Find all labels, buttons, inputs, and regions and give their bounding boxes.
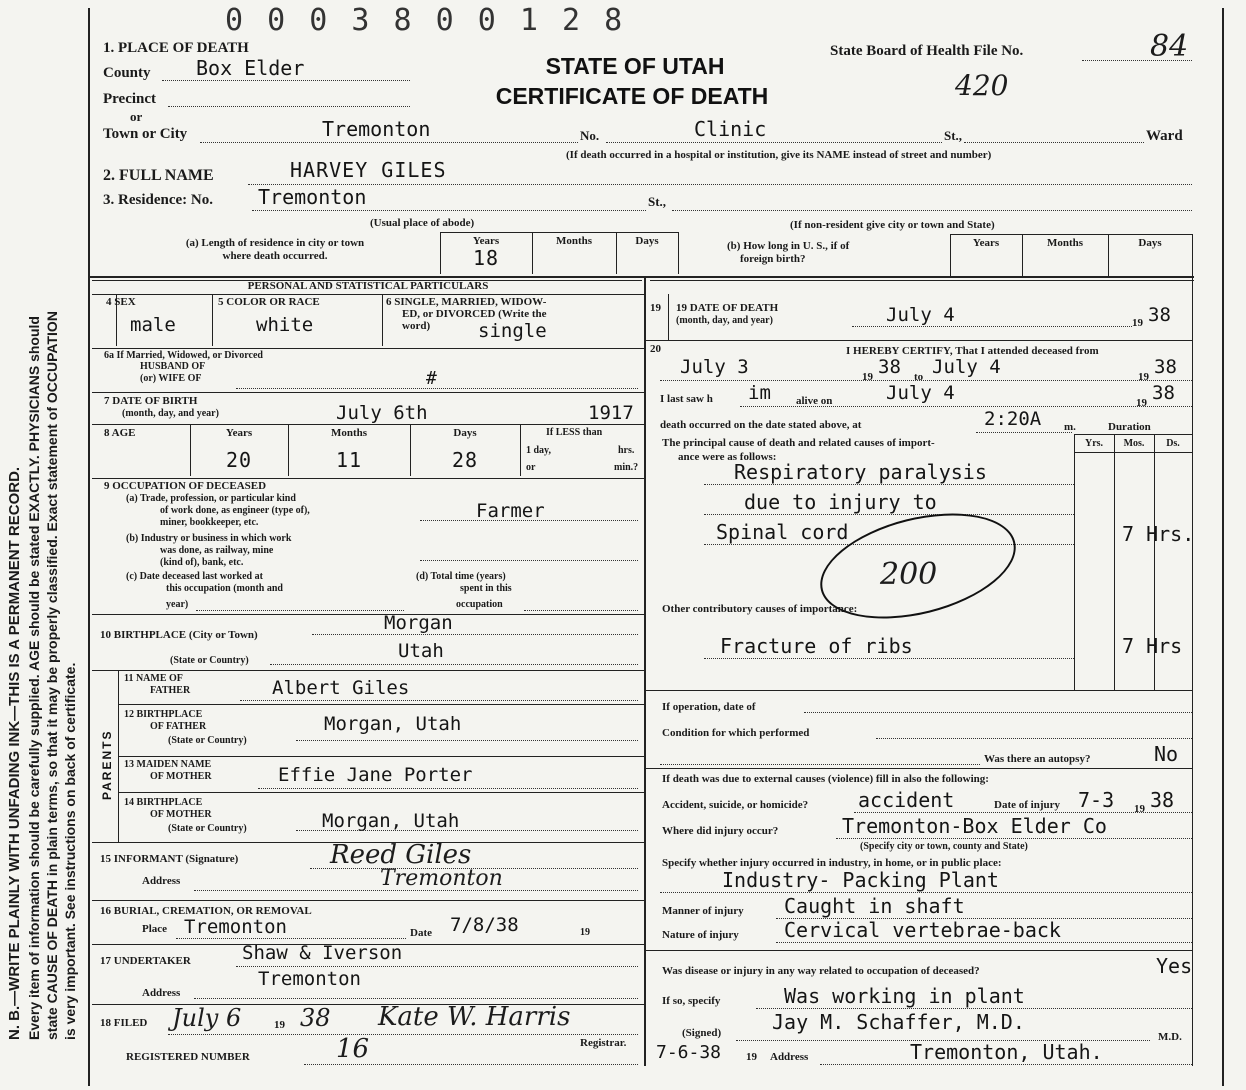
- yrs-label: Yrs.: [1084, 438, 1104, 449]
- age-months-value: 11: [335, 448, 363, 472]
- certify-num: 20: [650, 343, 661, 355]
- autopsy-value: No: [1154, 742, 1179, 766]
- registered-line: [304, 1064, 638, 1065]
- cause-duration: 7 Hrs.: [1122, 522, 1195, 546]
- row-8-top: [92, 424, 644, 425]
- us-label-a: (b) How long in U. S., if of: [727, 240, 850, 252]
- injury-year: 38: [1150, 788, 1175, 812]
- father-birthplace: Morgan, Utah: [324, 713, 462, 735]
- marital-label-b: ED, or DIVORCED (Write the: [402, 308, 547, 320]
- undertaker-address-label: Address: [142, 987, 181, 999]
- age-col-4: [520, 424, 521, 476]
- date-label: Date: [410, 927, 432, 939]
- manner-value: Caught in shaft: [784, 894, 965, 918]
- alive-year-prefix: 19: [1136, 397, 1147, 409]
- parents-vertical-label: PARENTS: [100, 729, 114, 800]
- spouse-label-a: 6a If Married, Widowed, or Divorced: [104, 350, 263, 361]
- alive-label: alive on: [796, 395, 833, 407]
- to-label: to: [914, 371, 924, 383]
- death-time: 2:20A: [984, 408, 1042, 430]
- age-label: 8 AGE: [104, 427, 136, 439]
- signed-value: Jay M. Schaffer, M.D.: [772, 1010, 1025, 1034]
- father-bp-label-c: (State or Country): [168, 735, 247, 746]
- birthplace-label: 10 BIRTHPLACE (City or Town): [100, 629, 258, 641]
- burial-place-line: [176, 938, 406, 939]
- us-years-label: Years: [972, 237, 1000, 249]
- county-value: Box Elder: [196, 56, 305, 80]
- town-line: [200, 142, 578, 143]
- duration-rule: [1074, 434, 1192, 435]
- occ-d-3: occupation: [456, 599, 503, 610]
- res-table-top: [440, 232, 678, 233]
- cause-1: Respiratory paralysis: [734, 460, 987, 484]
- operation-line: [804, 712, 1192, 713]
- spouse-value: #: [426, 368, 437, 389]
- where-note: (Specify city or town, county and State): [860, 841, 1028, 852]
- dod-label-b: (month, day, and year): [676, 315, 773, 326]
- father-value: Albert Giles: [272, 677, 410, 699]
- contrib-duration: 7 Hrs: [1122, 634, 1183, 658]
- us-col-4: [1192, 234, 1193, 276]
- dod-line: [852, 326, 1132, 327]
- circled-code: 200: [880, 557, 938, 592]
- to-year-prefix: 19: [1138, 371, 1149, 383]
- occ-d-2: spent in this: [460, 583, 512, 594]
- occ-a-2: of work done, as engineer (type of),: [160, 505, 310, 516]
- attended-from-year: 38: [878, 356, 901, 378]
- row-9-top: [92, 478, 644, 479]
- dod-label-a: 19 DATE OF DEATH: [676, 302, 779, 314]
- attended-from: July 3: [680, 356, 749, 378]
- us-days-label: Days: [1138, 237, 1162, 249]
- personal-heading: PERSONAL AND STATISTICAL PARTICULARS: [247, 280, 489, 292]
- father-label-b: FATHER: [150, 685, 191, 696]
- us-months-label: Months: [1046, 237, 1084, 249]
- or-label: or: [130, 109, 143, 124]
- last-saw-year: 38: [1152, 382, 1175, 404]
- registered-number: 16: [336, 1034, 370, 1064]
- st-line: [964, 142, 1144, 143]
- address-line: [820, 1064, 1192, 1065]
- undertaker-label: 17 UNDERTAKER: [100, 955, 191, 967]
- undertaker-address-line: [194, 998, 638, 999]
- time-line: [976, 432, 1072, 433]
- registrar-signature: Kate W. Harris: [378, 1002, 571, 1032]
- nonresident-note: (If non-resident give city or town and State): [790, 219, 995, 231]
- no-value: Clinic: [694, 117, 767, 141]
- cause-label-a: The principal cause of death and related causes of import-: [662, 437, 935, 449]
- filed-date: July 6: [172, 1004, 242, 1032]
- ifso-label: If so, specify: [662, 995, 721, 1007]
- ds-label: Ds.: [1166, 438, 1180, 449]
- cause-2: due to injury to: [744, 490, 937, 514]
- related-value: Yes: [1156, 954, 1193, 978]
- ifso-line: [756, 1008, 1192, 1009]
- hospital-note: (If death occurred in a hospital or institution, give its NAME instead of street and number): [566, 149, 992, 161]
- burial-date: 7/8/38: [450, 914, 519, 936]
- row-10-top: [92, 614, 644, 615]
- mother-bp-label-a: 14 BIRTHPLACE: [124, 797, 203, 808]
- total-time-line: [524, 610, 638, 611]
- mother-value: Effie Jane Porter: [278, 764, 473, 786]
- occupation-value: Farmer: [476, 500, 545, 522]
- occupation-label: 9 OCCUPATION OF DECEASED: [104, 480, 267, 492]
- less-label-e: min.?: [614, 462, 639, 473]
- precinct-line: [168, 106, 410, 107]
- ifso-value: Was working in plant: [784, 984, 1025, 1008]
- registered-label: REGISTERED NUMBER: [126, 1051, 250, 1063]
- marital-value: single: [478, 320, 547, 342]
- county-line: [162, 80, 410, 81]
- birthplace-line: [312, 634, 638, 635]
- attended-line: [660, 380, 1192, 381]
- burial-top: [92, 900, 644, 901]
- full-name-label: 2. FULL NAME: [103, 167, 214, 184]
- row-6a-top: [92, 348, 644, 349]
- undertaker-line: [236, 966, 638, 967]
- death-occurred-label: death occurred on the date stated above, at: [660, 419, 862, 431]
- no-line: [606, 142, 942, 143]
- state-title: STATE OF UTAH: [545, 53, 725, 79]
- res-months-label: Months: [555, 235, 593, 247]
- occ-b-2: was done, as railway, mine: [160, 545, 274, 556]
- md-label: M.D.: [1158, 1031, 1182, 1043]
- from-year-prefix: 19: [862, 371, 873, 383]
- attended-to-year: 38: [1154, 356, 1177, 378]
- filed-line: [168, 1034, 638, 1035]
- birthplace-city: Morgan: [384, 612, 453, 634]
- signed-label: (Signed): [682, 1027, 722, 1039]
- res-days-label: Days: [635, 235, 659, 247]
- marital-label-c: word): [402, 320, 431, 332]
- age-months-label: Months: [330, 427, 368, 439]
- burial-year-suffix: 19: [580, 927, 590, 938]
- instructions-line-1: Every item of information should be carefully supplied. AGE should be stated EXACTLY. PHYSICIANS should: [26, 316, 42, 1040]
- medical-top: [650, 280, 1194, 281]
- residence-label: 3. Residence: No.: [103, 192, 213, 208]
- date-injury-label: Date of injury: [994, 799, 1060, 811]
- mother-bp-label-b: OF MOTHER: [150, 809, 212, 820]
- instructions-line-3: is very important. See instructions on back of certificate.: [62, 662, 78, 1040]
- last-saw-line: [740, 406, 1192, 407]
- address-value: Tremonton, Utah.: [910, 1040, 1103, 1064]
- manner-label: Manner of injury: [662, 905, 744, 917]
- st-label: St.,: [944, 128, 963, 143]
- nature-label: Nature of injury: [662, 929, 739, 941]
- signed-date: 7-6-38: [656, 1042, 722, 1063]
- informant-address-line: [194, 890, 638, 891]
- spouse-label-c: (or) WIFE OF: [140, 373, 202, 384]
- cause-3: Spinal cord: [716, 520, 849, 544]
- race-label: 5 COLOR OR RACE: [218, 296, 320, 308]
- specify-label: Specify whether injury occurred in industry, in home, or in public place:: [662, 857, 1002, 869]
- spouse-label-b: HUSBAND OF: [140, 361, 206, 372]
- contrib-line: [704, 658, 1074, 659]
- age-years-value: 20: [225, 448, 253, 472]
- autopsy-line: [660, 764, 980, 765]
- permanent-record-note: N. B.—WRITE PLAINLY WITH UNFADING INK—THIS IS A PERMANENT RECORD.: [6, 466, 23, 1040]
- accident-line: [854, 812, 1192, 813]
- residence-st-label: St.,: [648, 194, 667, 209]
- registrar-label: Registrar.: [580, 1037, 627, 1049]
- contrib-value: Fracture of ribs: [720, 634, 913, 658]
- contrib-label: Other contributory causes of importance:: [662, 603, 858, 615]
- cause-label-b: ance were as follows:: [678, 451, 777, 463]
- no-label: No.: [580, 128, 600, 143]
- mother-label-b: OF MOTHER: [150, 771, 212, 782]
- race-value: white: [256, 314, 314, 336]
- mother-line: [258, 788, 638, 789]
- place-of-death-label: 1. PLACE OF DEATH: [103, 40, 249, 56]
- residence-line: [252, 210, 646, 211]
- occupation-line: [420, 520, 638, 521]
- father-line: [240, 700, 638, 701]
- town-value: Tremonton: [322, 117, 431, 141]
- mos-label: Mos.: [1123, 438, 1145, 449]
- bp-state-label: (State or Country): [170, 655, 249, 666]
- informant-address-label: Address: [142, 875, 181, 887]
- main-top-rule: [88, 276, 1194, 278]
- birthplace-state: Utah: [398, 640, 444, 662]
- us-table-top: [950, 234, 1192, 235]
- length-residence-label-b: where death occurred.: [222, 250, 328, 262]
- cause-1-line: [704, 484, 1074, 485]
- external-top: [646, 768, 1192, 769]
- medical-right: [1192, 276, 1193, 1066]
- sex-label: 4 SEX: [106, 296, 136, 308]
- less-label-c: hrs.: [618, 445, 635, 456]
- res-years-value: 18: [472, 246, 500, 270]
- operation-top: [646, 690, 1192, 691]
- res-col-4: [678, 232, 679, 274]
- occ-b-3: (kind of), bank, etc.: [160, 557, 244, 568]
- mother-bp-label-c: (State or Country): [168, 823, 247, 834]
- heading-rule: [92, 294, 644, 295]
- where-label: Where did injury occur?: [662, 825, 779, 837]
- filed-year: 38: [300, 1004, 331, 1032]
- sex-value: male: [130, 314, 176, 336]
- cause-2-line: [704, 514, 1074, 515]
- dur-col-1: [1074, 434, 1075, 690]
- last-worked-line: [196, 610, 404, 611]
- autopsy-label: Was there an autopsy?: [984, 753, 1091, 765]
- informant-address: Tremonton: [380, 866, 503, 891]
- date-injury-value: 7-3: [1078, 788, 1115, 812]
- operation-label: If operation, date of: [662, 701, 756, 713]
- where-value: Tremonton-Box Elder Co: [842, 814, 1107, 838]
- specify-value: Industry- Packing Plant: [722, 868, 999, 892]
- dob-year-value: 1917: [588, 402, 634, 424]
- marital-label-a: 6 SINGLE, MARRIED, WIDOW-: [386, 296, 547, 308]
- duration-label: Duration: [1108, 421, 1151, 433]
- spouse-line: [236, 388, 638, 389]
- dod-value: July 4: [886, 304, 955, 326]
- related-top: [646, 950, 1192, 951]
- parents-top: [92, 670, 644, 671]
- instructions-line-2: state CAUSE OF DEATH in plain terms, so that it may be properly classified. Exact statement of OCCUPATION: [44, 311, 60, 1040]
- m-label: m.: [1064, 421, 1076, 433]
- last-saw-date: July 4: [886, 382, 955, 404]
- file-no-label: State Board of Health File No.: [830, 43, 1024, 59]
- signed-year-suffix: 19: [746, 1051, 757, 1063]
- occ-d-1: (d) Total time (years): [416, 571, 506, 582]
- mother-bp-top: [118, 792, 644, 793]
- nature-line: [776, 942, 1192, 943]
- residence-st-line: [672, 210, 1192, 211]
- right-border: [1222, 8, 1224, 1086]
- precinct-label: Precinct: [103, 91, 157, 107]
- age-days-label: Days: [453, 427, 477, 439]
- certify-text: I HEREBY CERTIFY, That I attended deceased from: [846, 345, 1099, 357]
- dob-value: July 6th: [336, 402, 428, 424]
- condition-line: [876, 738, 1192, 739]
- occ-c-2: this occupation (month and: [166, 583, 283, 594]
- row-7-top: [92, 392, 644, 393]
- where-line: [836, 838, 1192, 839]
- dod-year-prefix: 19: [1132, 317, 1143, 329]
- dod-year: 38: [1148, 304, 1171, 326]
- burial-label: 16 BURIAL, CREMATION, OR REMOVAL: [100, 905, 312, 917]
- us-label-b: foreign birth?: [740, 253, 806, 265]
- occ-a-1: (a) Trade, profession, or particular kind: [126, 493, 296, 504]
- residence-value: Tremonton: [258, 185, 367, 209]
- mother-label-a: 13 MAIDEN NAME: [124, 759, 212, 770]
- filed-year-prefix: 19: [274, 1019, 285, 1031]
- attended-to: July 4: [932, 356, 1001, 378]
- serial-number: 0 0 0 3 8 0 0 1 2 8: [225, 3, 626, 38]
- father-bp-line: [296, 740, 638, 741]
- bp-state-line: [270, 664, 638, 665]
- condition-label: Condition for which performed: [662, 727, 810, 739]
- dur-header-rule: [1074, 452, 1192, 453]
- full-name-line: [248, 184, 1192, 185]
- race-col: [212, 294, 213, 346]
- place-label: Place: [142, 923, 168, 935]
- accident-label: Accident, suicide, or homicide?: [662, 799, 809, 811]
- column-divider: [644, 276, 646, 1066]
- mother-bp-line: [296, 830, 638, 831]
- file-no-extra: 420: [955, 69, 1009, 102]
- nature-value: Cervical vertebrae-back: [784, 918, 1061, 942]
- address-label: Address: [770, 1051, 809, 1063]
- injury-year-prefix: 19: [1134, 803, 1145, 815]
- informant-signature: Reed Giles: [330, 840, 472, 870]
- dob-label-a: 7 DATE OF BIRTH: [104, 395, 198, 407]
- related-label: Was disease or injury in any way related to occupation of deceased?: [662, 965, 980, 977]
- father-label-a: 11 NAME OF: [124, 673, 183, 684]
- age-days-value: 28: [451, 448, 479, 472]
- full-name-value: HARVEY GILES: [290, 158, 447, 182]
- length-residence-label-a: (a) Length of residence in city or town: [185, 237, 365, 249]
- filed-label: 18 FILED: [100, 1017, 148, 1029]
- last-saw-label: I last saw h: [660, 393, 713, 405]
- dob-label-b: (month, day, and year): [122, 408, 219, 419]
- father-bp-label-a: 12 BIRTHPLACE: [124, 709, 203, 720]
- undertaker-value: Shaw & Iverson: [242, 942, 403, 964]
- ward-label: Ward: [1146, 128, 1183, 144]
- town-label: Town or City: [103, 126, 188, 142]
- res-years-label: Years: [472, 235, 500, 247]
- external-label: If death was due to external causes (violence) fill in also the following:: [662, 773, 989, 785]
- certify-top: [646, 340, 1192, 341]
- dod-num: 19: [650, 302, 661, 314]
- industry-line: [420, 560, 638, 561]
- less-label-a: If LESS than: [546, 427, 603, 438]
- specify-line: [660, 892, 1192, 893]
- occ-c-1: (c) Date deceased last worked at: [126, 571, 263, 582]
- marital-col: [382, 294, 383, 346]
- dur-col-2: [1114, 434, 1115, 690]
- age-years-label: Years: [225, 427, 253, 439]
- usual-abode-note: (Usual place of abode): [370, 217, 475, 229]
- less-label-b: 1 day,: [526, 445, 552, 456]
- mother-top: [118, 756, 644, 757]
- file-no-value: 84: [1150, 29, 1189, 64]
- father-bp-label-b: OF FATHER: [150, 721, 207, 732]
- undertaker-address: Tremonton: [258, 968, 361, 990]
- occ-a-3: miner, bookkeeper, etc.: [160, 517, 259, 528]
- mother-birthplace: Morgan, Utah: [322, 810, 460, 832]
- father-bp-top: [118, 704, 644, 705]
- left-border: [88, 8, 90, 1086]
- last-saw-pronoun: im: [748, 382, 771, 404]
- informant-label: 15 INFORMANT (Signature): [100, 853, 239, 865]
- certificate-title: CERTIFICATE OF DEATH: [495, 83, 769, 109]
- county-label: County: [103, 65, 151, 81]
- less-label-d: or: [526, 462, 536, 473]
- accident-value: accident: [858, 788, 955, 812]
- dod-num-col: [668, 294, 669, 340]
- occ-b-1: (b) Industry or business in which work: [126, 533, 292, 544]
- burial-place: Tremonton: [184, 916, 287, 938]
- occ-c-3: year): [166, 599, 189, 610]
